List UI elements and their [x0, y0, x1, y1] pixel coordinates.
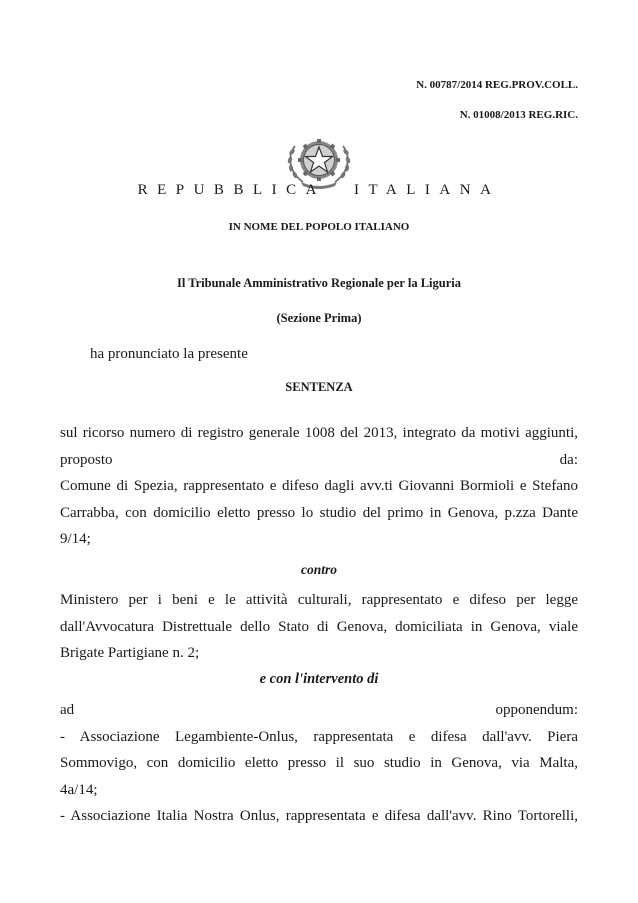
- intervento-line: [60, 697, 578, 724]
- contro-paragraph: [60, 587, 578, 667]
- contro-heading: contro: [300, 562, 337, 577]
- sezione-line: (Sezione Prima): [276, 311, 362, 325]
- intervento-heading: e con l'intervento di: [259, 671, 379, 687]
- ricorso-line: 9/14;: [60, 531, 91, 547]
- tribunale-line: Il Tribunale Amministrativo Regionale per la Liguria: [176, 276, 462, 290]
- ricorso-line: Comune di Spezia, rappresentato e difeso dagli avv.ti Giovanni Bormioli e Stefano: [60, 478, 578, 494]
- ricorso-paragraph: [60, 420, 578, 553]
- sentenza-heading: SENTENZA: [285, 380, 353, 394]
- in-nome-line: IN NOME DEL POPOLO ITALIANO: [228, 221, 410, 233]
- intervento-line: 4a/14;: [60, 781, 98, 798]
- ricorso-line: [60, 447, 578, 474]
- ricorso-line: Carrabba, con domicilio eletto presso lo studio del primo in Genova, p.zza Dante: [60, 504, 578, 521]
- intervento-line: - Associazione Italia Nostra Onlus, rappresentata e difesa dall'avv. Rino Tortorelli,: [60, 808, 578, 824]
- pronounced-line: ha pronunciato la presente: [90, 346, 248, 362]
- ad-word: ad: [60, 702, 75, 718]
- opponendum-word: opponendum:: [495, 702, 578, 718]
- contro-line: Ministero per i beni e le attività culturali, rappresentato e difeso per legge: [60, 592, 578, 608]
- intervento-paragraph: [60, 697, 578, 830]
- contro-line: Brigate Partigiane n. 2;: [60, 645, 200, 661]
- intervento-line: - Associazione Legambiente-Onlus, rappresentata e difesa dall'avv. Piera: [60, 728, 578, 745]
- italiana-word: ITALIANA: [353, 182, 501, 198]
- republic-word: REPUBBLICA: [137, 182, 326, 198]
- republic-heading: [60, 182, 578, 199]
- ref-prov-coll: N. 00787/2014 REG.PROV.COLL.: [416, 79, 578, 91]
- ref-ric: N. 01008/2013 REG.RIC.: [459, 109, 578, 121]
- ricorso-line: sul ricorso numero di registro generale 1008 del 2013, integrato da motivi aggiunti,: [60, 425, 578, 441]
- da-word: da:: [559, 451, 578, 468]
- proposto-word: proposto: [60, 451, 113, 468]
- contro-line: dall'Avvocatura Distrettuale dello Stato di Genova, domiciliata in Genova, viale: [60, 618, 578, 635]
- case-references: [416, 70, 578, 130]
- intervento-line: Sommovigo, con domicilio eletto presso il suo studio in Genova, via Malta,: [60, 755, 578, 771]
